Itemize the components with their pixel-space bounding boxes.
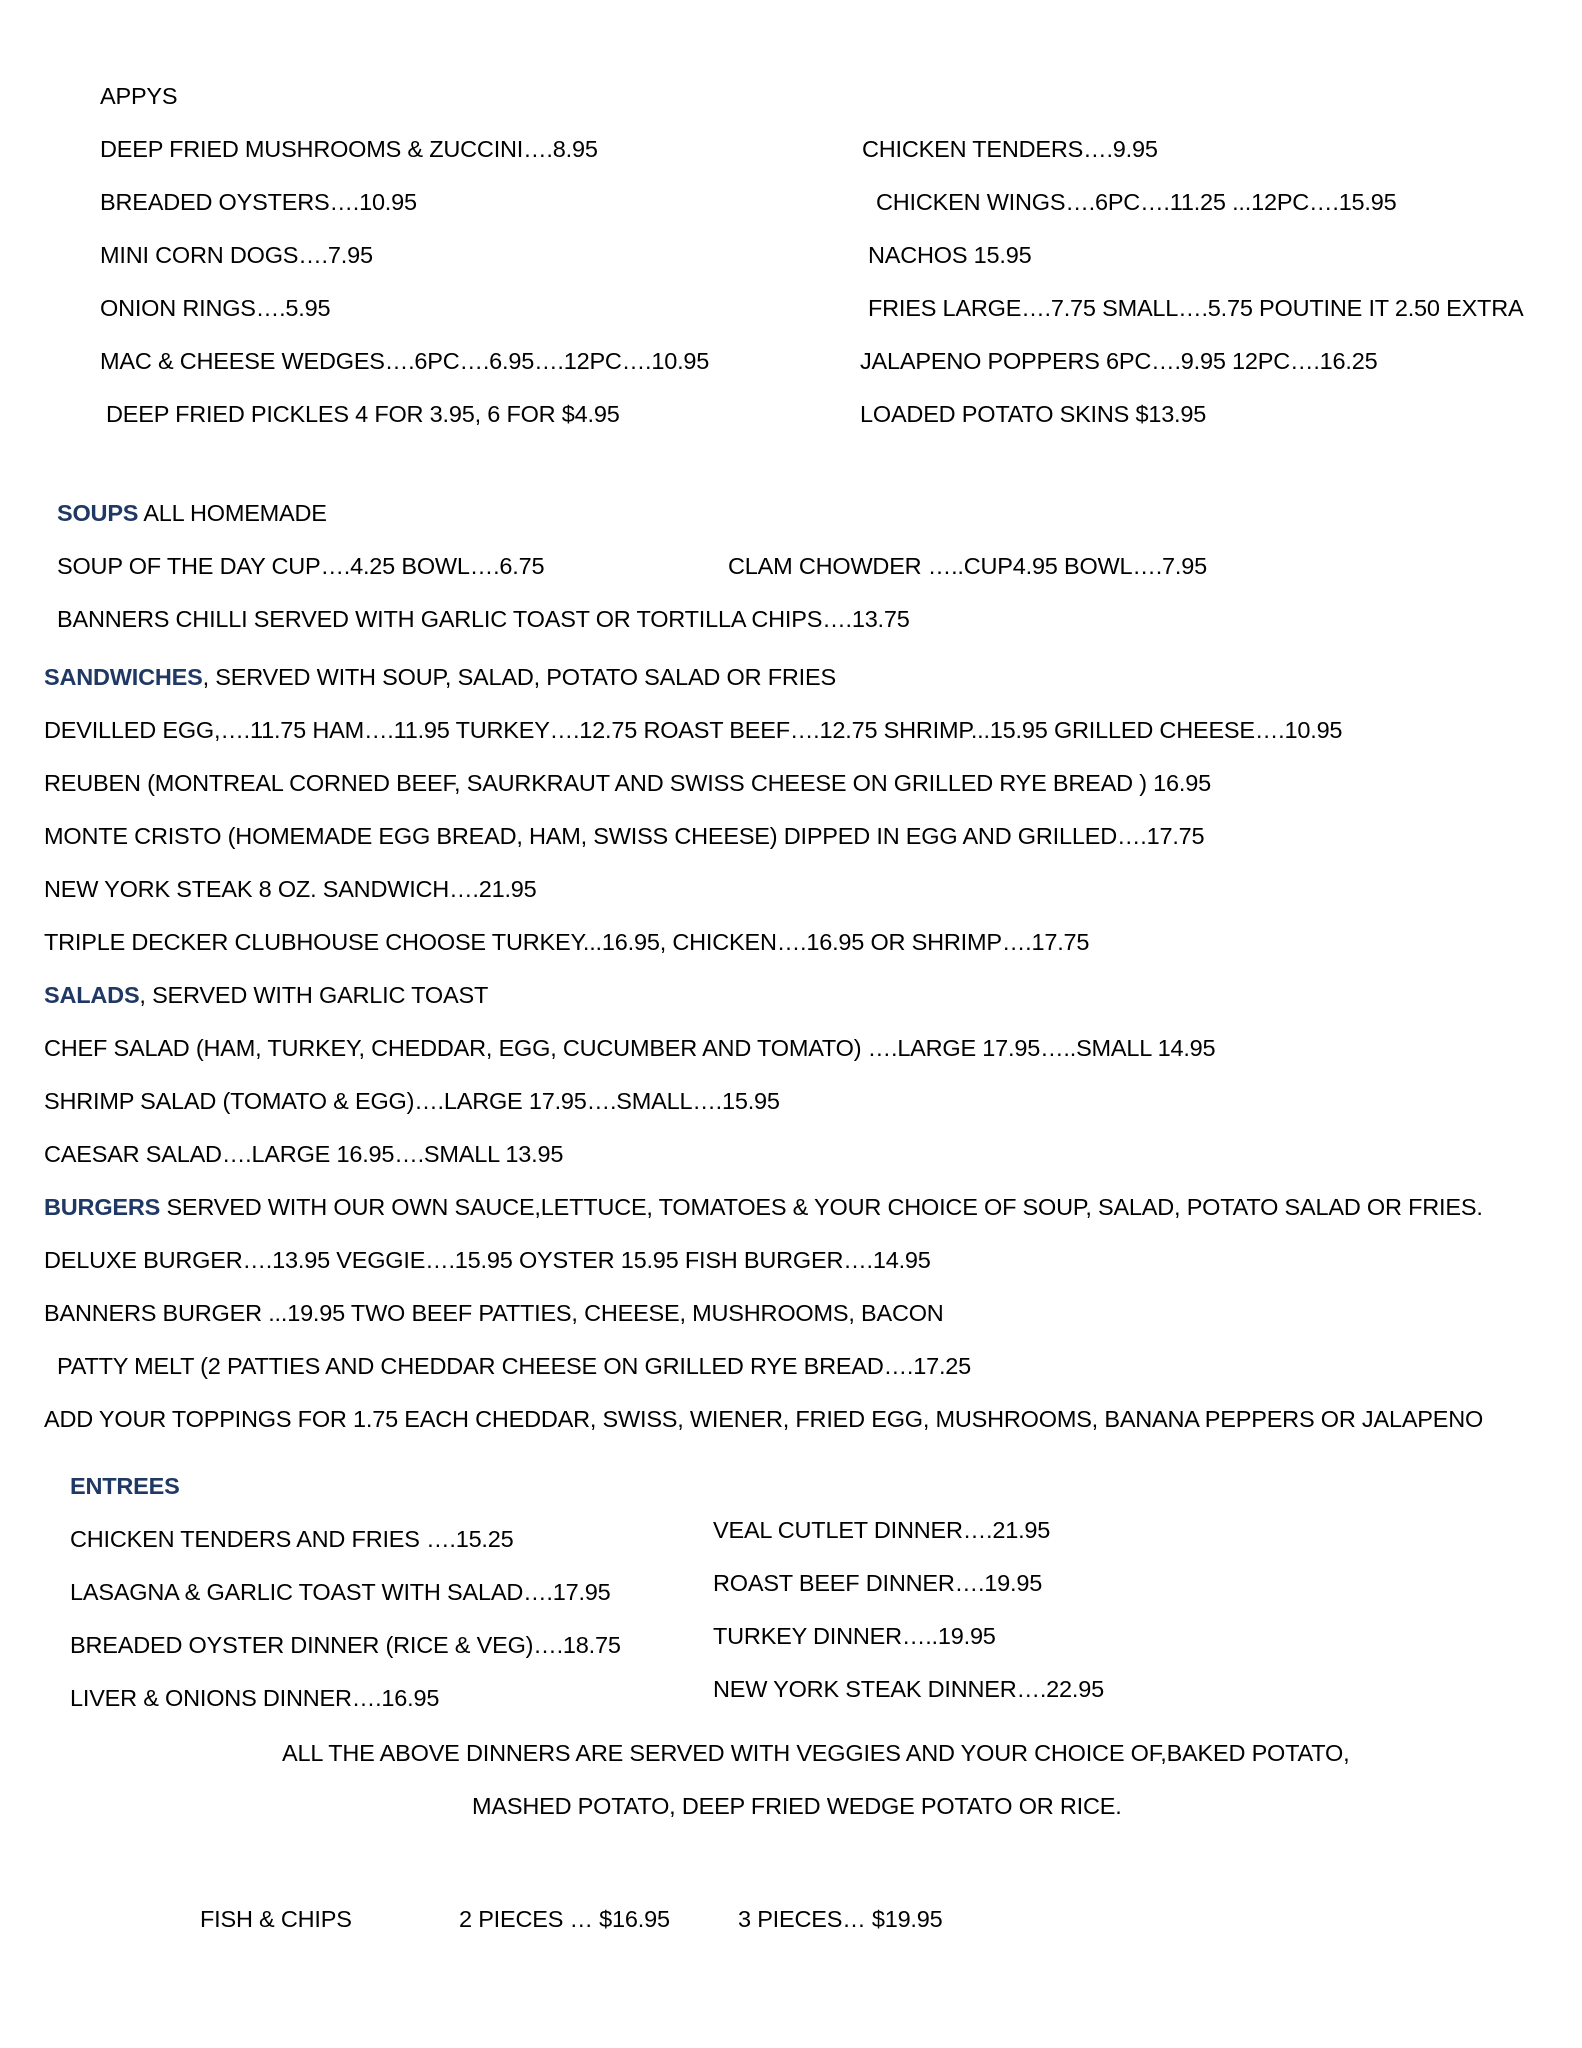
appys-item: FRIES LARGE….7.75 SMALL….5.75 POUTINE IT 2.50 EXTRA	[868, 295, 1524, 321]
appys-heading: APPYS	[100, 83, 178, 109]
salad-item: CHEF SALAD (HAM, TURKEY, CHEDDAR, EGG, CUCUMBER AND TOMATO) ….LARGE 17.95…..SMALL 14.95	[44, 1035, 1216, 1061]
fish-and-chips-label: FISH & CHIPS	[200, 1906, 352, 1932]
appys-item: CHICKEN TENDERS….9.95	[862, 136, 1158, 162]
sandwiches-heading: SANDWICHES	[44, 664, 203, 690]
burger-item: DELUXE BURGER….13.95 VEGGIE….15.95 OYSTER 15.95 FISH BURGER….14.95	[44, 1247, 931, 1273]
appys-item: MAC & CHEESE WEDGES….6PC….6.95….12PC….10.95	[100, 348, 710, 374]
sandwich-item: NEW YORK STEAK 8 OZ. SANDWICH….21.95	[44, 876, 537, 902]
fish-and-chips-two-pieces: 2 PIECES … $16.95	[459, 1906, 670, 1932]
burger-item: BANNERS BURGER ...19.95 TWO BEEF PATTIES, CHEESE, MUSHROOMS, BACON	[44, 1300, 944, 1326]
salads-header	[44, 980, 488, 1010]
banners-chilli: BANNERS CHILLI SERVED WITH GARLIC TOAST OR TORTILLA CHIPS….13.75	[57, 606, 910, 632]
appys-item: DEEP FRIED MUSHROOMS & ZUCCINI….8.95	[100, 136, 598, 162]
appys-item: DEEP FRIED PICKLES 4 FOR 3.95, 6 FOR $4.95	[106, 401, 620, 427]
appys-item: MINI CORN DOGS….7.95	[100, 242, 373, 268]
burger-toppings: ADD YOUR TOPPINGS FOR 1.75 EACH CHEDDAR, SWISS, WIENER, FRIED EGG, MUSHROOMS, BANANA PEPPERS OR JALAPENO	[44, 1406, 1484, 1432]
salads-subheading: , SERVED WITH GARLIC TOAST	[139, 982, 489, 1008]
appys-item: LOADED POTATO SKINS $13.95	[860, 401, 1207, 427]
appys-item: ONION RINGS….5.95	[100, 295, 331, 321]
appys-item: NACHOS 15.95	[868, 242, 1032, 268]
sandwiches-header	[44, 662, 836, 692]
appys-item: BREADED OYSTERS….10.95	[100, 189, 417, 215]
entrees-note-line-2: MASHED POTATO, DEEP FRIED WEDGE POTATO OR RICE.	[472, 1793, 1122, 1819]
entree-item: NEW YORK STEAK DINNER….22.95	[713, 1676, 1104, 1702]
soups-header	[57, 498, 327, 528]
soups-heading: SOUPS	[57, 500, 139, 526]
burgers-header	[44, 1192, 1483, 1222]
entree-item: BREADED OYSTER DINNER (RICE & VEG)….18.75	[70, 1632, 621, 1658]
fish-and-chips-three-pieces: 3 PIECES… $19.95	[738, 1906, 943, 1932]
entree-item: LIVER & ONIONS DINNER….16.95	[70, 1685, 440, 1711]
soup-of-the-day: SOUP OF THE DAY CUP….4.25 BOWL….6.75	[57, 553, 545, 579]
sandwich-item: REUBEN (MONTREAL CORNED BEEF, SAURKRAUT AND SWISS CHEESE ON GRILLED RYE BREAD ) 16.95	[44, 770, 1211, 796]
salads-heading: SALADS	[44, 982, 140, 1008]
sandwich-item: MONTE CRISTO (HOMEMADE EGG BREAD, HAM, SWISS CHEESE) DIPPED IN EGG AND GRILLED….17.75	[44, 823, 1205, 849]
burger-item: PATTY MELT (2 PATTIES AND CHEDDAR CHEESE ON GRILLED RYE BREAD….17.25	[57, 1353, 972, 1379]
entree-item: ROAST BEEF DINNER….19.95	[713, 1570, 1043, 1596]
salad-item: CAESAR SALAD….LARGE 16.95….SMALL 13.95	[44, 1141, 564, 1167]
appys-item: JALAPENO POPPERS 6PC….9.95 12PC….16.25	[860, 348, 1378, 374]
burgers-heading: BURGERS	[44, 1194, 161, 1220]
salad-item: SHRIMP SALAD (TOMATO & EGG)….LARGE 17.95….SMALL….15.95	[44, 1088, 780, 1114]
entree-item: LASAGNA & GARLIC TOAST WITH SALAD….17.95	[70, 1579, 611, 1605]
entrees-heading: ENTREES	[70, 1473, 180, 1499]
entree-item: TURKEY DINNER…..19.95	[713, 1623, 996, 1649]
sandwich-item: TRIPLE DECKER CLUBHOUSE CHOOSE TURKEY...16.95, CHICKEN….16.95 OR SHRIMP….17.75	[44, 929, 1090, 955]
entrees-note-line-1: ALL THE ABOVE DINNERS ARE SERVED WITH VEGGIES AND YOUR CHOICE OF,BAKED POTATO,	[282, 1740, 1350, 1766]
entree-item: CHICKEN TENDERS AND FRIES ….15.25	[70, 1526, 514, 1552]
clam-chowder: CLAM CHOWDER …..CUP4.95 BOWL….7.95	[728, 553, 1207, 579]
sandwich-item: DEVILLED EGG,….11.75 HAM….11.95 TURKEY….12.75 ROAST BEEF….12.75 SHRIMP...15.95 GRILLED CHEESE….10.95	[44, 717, 1343, 743]
soups-subheading: ALL HOMEMADE	[138, 500, 327, 526]
appys-item: CHICKEN WINGS….6PC….11.25 ...12PC….15.95	[876, 189, 1397, 215]
entree-item: VEAL CUTLET DINNER….21.95	[713, 1517, 1051, 1543]
sandwiches-subheading: , SERVED WITH SOUP, SALAD, POTATO SALAD OR FRIES	[202, 664, 836, 690]
burgers-subheading: SERVED WITH OUR OWN SAUCE,LETTUCE, TOMATOES & YOUR CHOICE OF SOUP, SALAD, POTATO SALAD OR FRIES.	[160, 1194, 1483, 1220]
